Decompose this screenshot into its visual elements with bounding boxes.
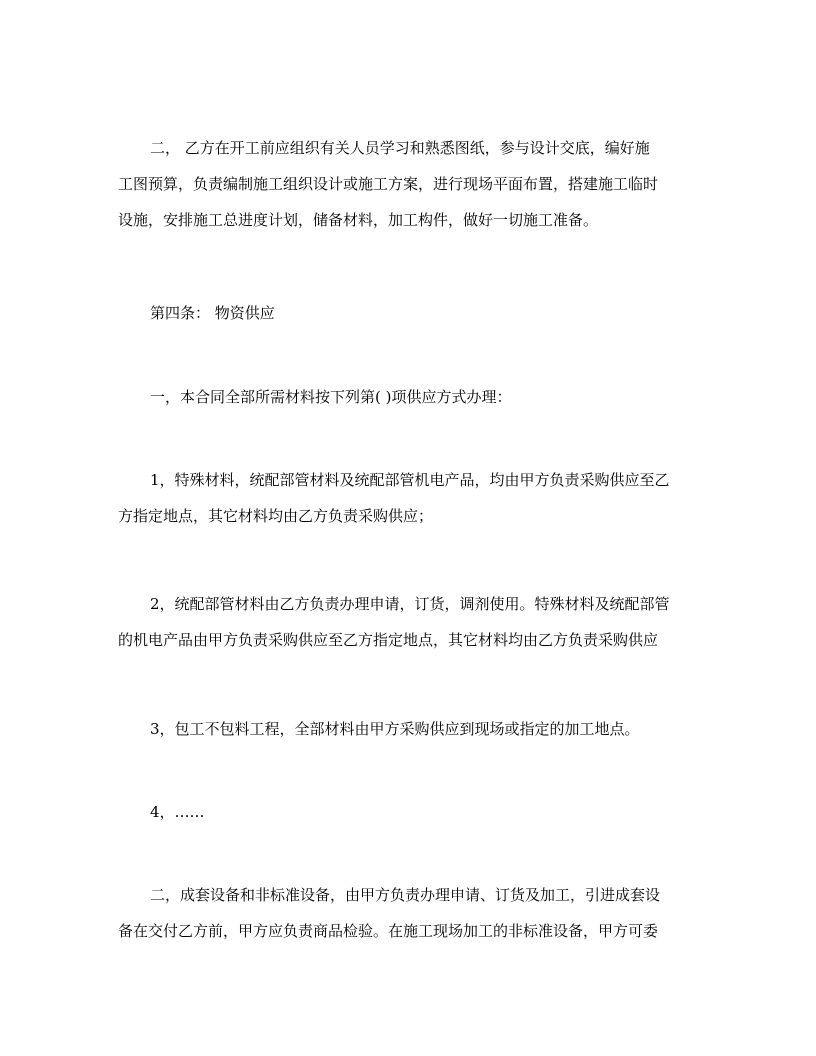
- paragraph-material-supply: [118, 379, 696, 415]
- text-line: 1，特殊材料，统配部管材料及统配部管机电产品，均由甲方负责采购供应至乙: [150, 471, 670, 489]
- text-line: 的机电产品由甲方负责采购供应至乙方指定地点，其它材料均由乙方负责采购供应: [118, 631, 659, 649]
- text-line: 二，成套设备和非标准设备，由甲方负责办理申请、订货及加工，引进成套设: [150, 886, 661, 904]
- paragraph-option-4: [118, 794, 696, 830]
- paragraph-preparation: [118, 130, 696, 238]
- text-line: 设施，安排施工总进度计划，储备材料，加工构件，做好一切施工准备。: [118, 211, 599, 229]
- paragraph-option-1: [118, 462, 696, 534]
- text-line: 3，包工不包料工程，全部材料由甲方采购供应到现场或指定的加工地点。: [150, 720, 640, 738]
- article-heading: [118, 295, 696, 331]
- paragraph-option-3: [118, 711, 696, 747]
- text-line: 方指定地点，其它材料均由乙方负责采购供应；: [118, 507, 434, 525]
- text-line: 第四条： 物资供应: [150, 304, 275, 322]
- text-line: 二， 乙方在开工前应组织有关人员学习和熟悉图纸，参与设计交底，编好施: [150, 139, 650, 157]
- text-line: 4，……: [150, 803, 205, 821]
- text-line: 2，统配部管材料由乙方负责办理申请，订货，调剂使用。特殊材料及统配部管: [150, 595, 670, 613]
- paragraph-option-2: [118, 586, 696, 658]
- text-line: 一，本合同全部所需材料按下列第( )项供应方式办理：: [150, 388, 512, 406]
- paragraph-equipment: [118, 877, 696, 949]
- text-line: 备在交付乙方前，甲方应负责商品检验。在施工现场加工的非标准设备，甲方可委: [118, 922, 659, 940]
- text-line: 工图预算，负责编制施工组织设计或施工方案，进行现场平面布置，搭建施工临时: [118, 175, 659, 193]
